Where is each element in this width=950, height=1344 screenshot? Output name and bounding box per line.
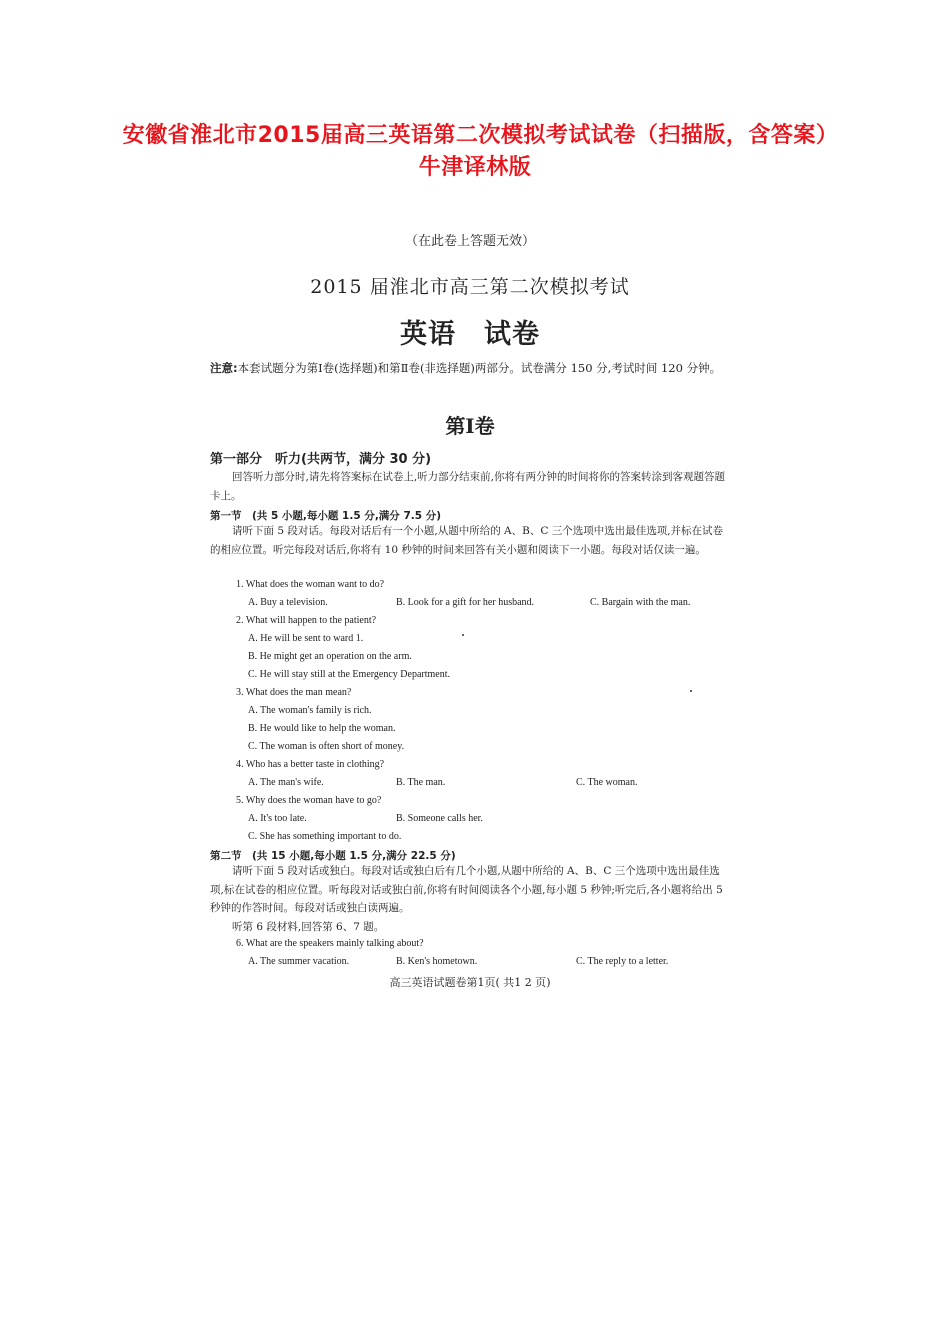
option-a: A. The woman's family is rich.	[248, 705, 372, 716]
option-c: C. The woman is often short of money.	[248, 741, 405, 752]
option-b: B. Ken's hometown.	[396, 956, 478, 967]
option-b: B. Someone calls her.	[396, 813, 483, 824]
question-stem: 2. What will happen to the patient?	[236, 615, 377, 626]
question-stem: 1. What does the woman want to do?	[236, 579, 385, 590]
option-b: B. He might get an operation on the arm.	[248, 651, 412, 662]
section2-intro: 请听下面 5 段对话或独白。每段对话或独白后有几个小题,从题中所给的 A、B、C 三个选项中选出最佳选项,标在试卷的相应位置。听每段对话或独白前,你将有时间阅读各个小题,每小题 5 秒钟;听完后,各小题将给出 5 秒钟的作答时间。每段对话或独白读两遍。	[210, 865, 723, 914]
option-b: B. He would like to help the woman.	[248, 723, 396, 734]
question-stem: 4. Who has a better taste in clothing?	[236, 759, 385, 770]
part1-heading: 第一部分 听力(共两节，满分 30 分)	[210, 452, 432, 467]
option-c: C. The woman.	[576, 777, 638, 788]
question-stem: 6. What are the speakers mainly talking about?	[236, 938, 424, 949]
option-a: A. It's too late.	[248, 813, 307, 824]
scanned-exam-page	[200, 222, 740, 992]
option-a: A. The man's wife.	[248, 777, 324, 788]
instructions-label: 注意:	[210, 361, 238, 375]
option-a: A. Buy a television.	[248, 597, 328, 608]
page-footer: 高三英语试题卷第1页( 共1 2 页)	[389, 976, 551, 989]
instructions-text: 本套试题分为第Ⅰ卷(选择题)和第Ⅱ卷(非选择题)两部分。试卷满分 150 分,考试时间 120 分钟。	[237, 361, 722, 375]
part1-intro: 回答听力部分时,请先将答案标在试卷上,听力部分结束前,你将有两分钟的时间将你的答案转涂到客观题答题卡上。	[210, 471, 726, 502]
option-c: C. He will stay still at the Emergency Department.	[248, 669, 450, 680]
answer-invalid-notice: （在此卷上答题无效）	[404, 234, 535, 249]
question-stem: 3. What does the man mean?	[236, 687, 352, 698]
exam-instructions	[210, 358, 728, 379]
exam-subject: 英语 试卷	[400, 319, 540, 350]
option-c: C. Bargain with the man.	[590, 597, 691, 608]
option-b: B. Look for a gift for her husband.	[396, 597, 535, 608]
section1-intro: 请听下面 5 段对话。每段对话后有一个小题,从题中所给的 A、B、C 三个选项中选出最佳选项,并标在试卷的相应位置。听完每段对话后,你将有 10 秒钟的时间来回答有关小题和阅读下一小题。每段对话仅读一遍。	[210, 525, 724, 556]
exam-name: 2015 届淮北市高三第二次模拟考试	[310, 276, 630, 298]
section1-heading: 第一节 (共 5 小题,每小题 1.5 分,满分 7.5 分)	[210, 510, 442, 522]
option-c: C. She has something important to do.	[248, 831, 402, 842]
scan-speck	[462, 634, 464, 636]
volume-heading: 第Ⅰ卷	[445, 414, 495, 438]
question-stem: 5. Why does the woman have to go?	[236, 795, 382, 806]
option-a: A. The summer vacation.	[248, 956, 350, 967]
material-note: 听第 6 段材料,回答第 6、7 题。	[232, 921, 385, 933]
option-c: C. The reply to a letter.	[576, 956, 669, 967]
option-a: A. He will be sent to ward 1.	[248, 633, 364, 644]
section2-heading: 第二节 (共 15 小题,每小题 1.5 分,满分 22.5 分)	[210, 850, 456, 862]
scan-speck	[690, 690, 692, 692]
option-b: B. The man.	[396, 777, 446, 788]
document-title: 安徽省淮北市2015届高三英语第二次模拟考试试卷（扫描版，含答案）牛津译林版	[122, 123, 828, 180]
